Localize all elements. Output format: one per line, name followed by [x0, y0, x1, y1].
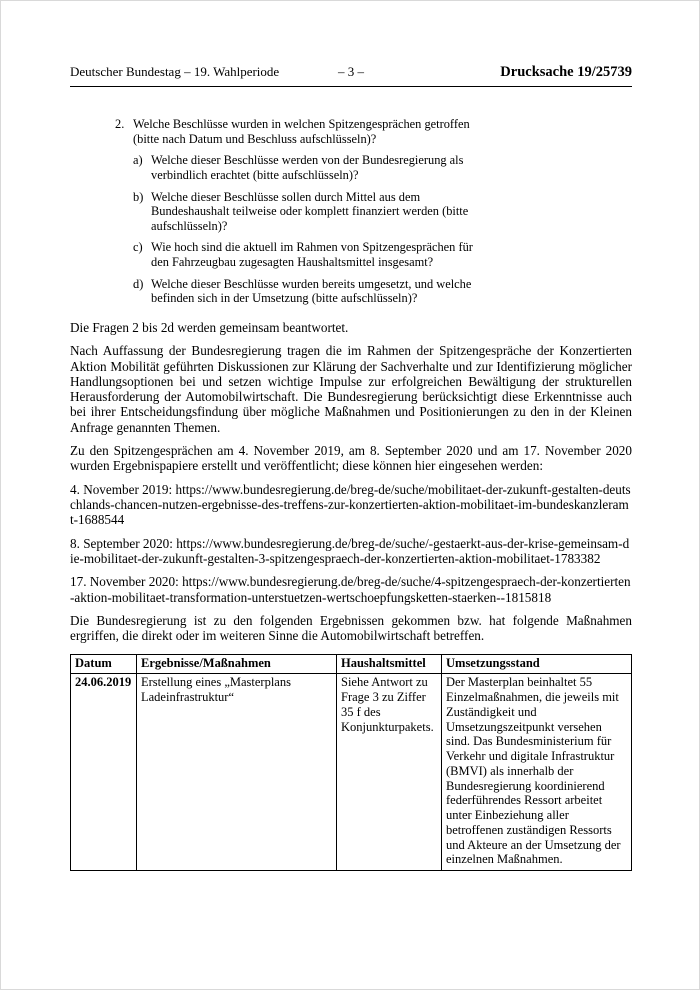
- question-2b-text: Welche dieser Beschlüsse sollen durch Mittel aus dem Bundeshaushalt teilweise oder komplett finanziert werden (bitte aufschlüsseln)?: [151, 189, 469, 233]
- question-2: [115, 117, 487, 146]
- answer-paragraph: Nach Auffassung der Bundesregierung tragen die im Rahmen der Spitzengespräche der Konzertierten Aktion Mobilität geführten Diskussionen zur Klärung der Sachverhalte und zur Identifizierung möglicher Handlungsoptionen bei und setzen wichtige Impulse zur erfolgreichen Bewältigung der strukturellen Herausforderung der Automobilwirtschaft. Die Bundesregierung berücksichtigt diese Erkenntnisse auch bei ihrer Entscheidungsfindung über mögliche Maßnahmen und Positionierungen zu den in der Kleinen Anfrage genannten Themen.: [70, 343, 632, 435]
- cell-datum: 24.06.2019: [71, 674, 137, 871]
- table-row: [71, 674, 632, 871]
- table-header-row: [71, 654, 632, 674]
- question-2b: [133, 190, 487, 234]
- question-2c-text: Wie hoch sind die aktuell im Rahmen von Spitzengesprächen für den Fahrzeugbau zugesagten Haushaltsmittel insgesamt?: [151, 240, 473, 269]
- question-block: [115, 117, 487, 306]
- column-header-datum: Datum: [71, 654, 137, 674]
- link-paragraph-nov-2019: 4. November 2019: https://www.bundesregierung.de/breg-de/suche/mobilitaet-der-zukunft-gestalten-deutschlands-chancen-nutzen-ergebnisse-des-treffens-zur-konzertierten-aktion-mobilitaet-im-bundeskanzleramt-1688544: [70, 481, 631, 528]
- column-header-ergebnisse: Ergebnisse/Maßnahmen: [137, 654, 337, 674]
- cell-haushaltsmittel: Siehe Antwort zu Frage 3 zu Ziffer 35 f des Konjunkturpakets.: [337, 674, 442, 871]
- results-table: [70, 654, 632, 872]
- column-header-haushaltsmittel: Haushaltsmittel: [337, 654, 442, 674]
- answer-paragraph: Zu den Spitzengesprächen am 4. November 2019, am 8. September 2020 und am 17. November 2020 wurden Ergebnispapiere erstellt und veröffentlicht; diese können hier eingesehen werden:: [70, 443, 632, 474]
- cell-ergebnisse: Erstellung eines „Masterplans Ladeinfrastruktur“: [137, 674, 337, 871]
- header-page-number: – 3 –: [338, 64, 364, 79]
- question-2a-label: a): [133, 153, 143, 168]
- question-2c: [133, 240, 487, 269]
- question-2a-text: Welche dieser Beschlüsse werden von der Bundesregierung als verbindlich erachtet (bitte aufschlüsseln)?: [151, 153, 464, 182]
- header-document-number: Drucksache 19/25739: [500, 64, 632, 80]
- question-2-number: 2.: [115, 117, 125, 131]
- answer-intro-paragraph: Die Fragen 2 bis 2d werden gemeinsam beantwortet.: [70, 319, 349, 335]
- link-paragraph-nov-2020: 17. November 2020: https://www.bundesregierung.de/breg-de/suche/4-spitzengespraech-der-konzertierten-aktion-mobilitaet-transformation-unterstuetzen-wertschoepfungsketten-staerken--1815818: [70, 574, 631, 605]
- question-2d-text: Welche dieser Beschlüsse wurden bereits umgesetzt, und welche befinden sich in der Umsetzung (bitte aufschlüsseln)?: [151, 276, 472, 306]
- question-2d-label: d): [133, 276, 144, 291]
- question-2d: [133, 277, 487, 306]
- question-2-text: Welche Beschlüsse wurden in welchen Spitzengesprächen getroffen (bitte nach Datum und Beschluss aufschlüsseln)?: [133, 117, 470, 146]
- column-header-umsetzungsstand: Umsetzungsstand: [442, 654, 632, 674]
- answer-paragraph: Die Bundesregierung ist zu den folgenden Ergebnissen gekommen bzw. hat folgende Maßnahmen ergriffen, die direkt oder im weiteren Sinne die Automobilwirtschaft betreffen.: [70, 612, 632, 644]
- question-2b-label: b): [133, 189, 144, 204]
- header-publication-title: Deutscher Bundestag – 19. Wahlperiode: [70, 64, 280, 79]
- question-2c-label: c): [133, 240, 143, 255]
- link-paragraph-sep-2020: 8. September 2020: https://www.bundesregierung.de/breg-de/suche/-gestaerkt-aus-der-krise-gemeinsam-die-mobilitaet-der-zukunft-gestalten-3-spitzengespraech-der-konzertierten-aktion-mobilitaet-1783382: [70, 535, 630, 566]
- page-header: [70, 64, 632, 87]
- question-2a: [133, 153, 487, 182]
- cell-umsetzungsstand: Der Masterplan beinhaltet 55 Einzelmaßnahmen, die jeweils mit Zuständigkeit und Umsetzungszeitpunkt versehen sind. Das Bundesministerium für Verkehr und digitale Infrastruktur (BMVI) als innerhalb der Bundesregierung koordinierend federführendes Ressort arbeitet unter Einbeziehung aller betroffenen zuständigen Ressorts und Akteure an der Umsetzung der einzelnen Maßnahmen.: [442, 674, 632, 871]
- document-body: [70, 117, 632, 871]
